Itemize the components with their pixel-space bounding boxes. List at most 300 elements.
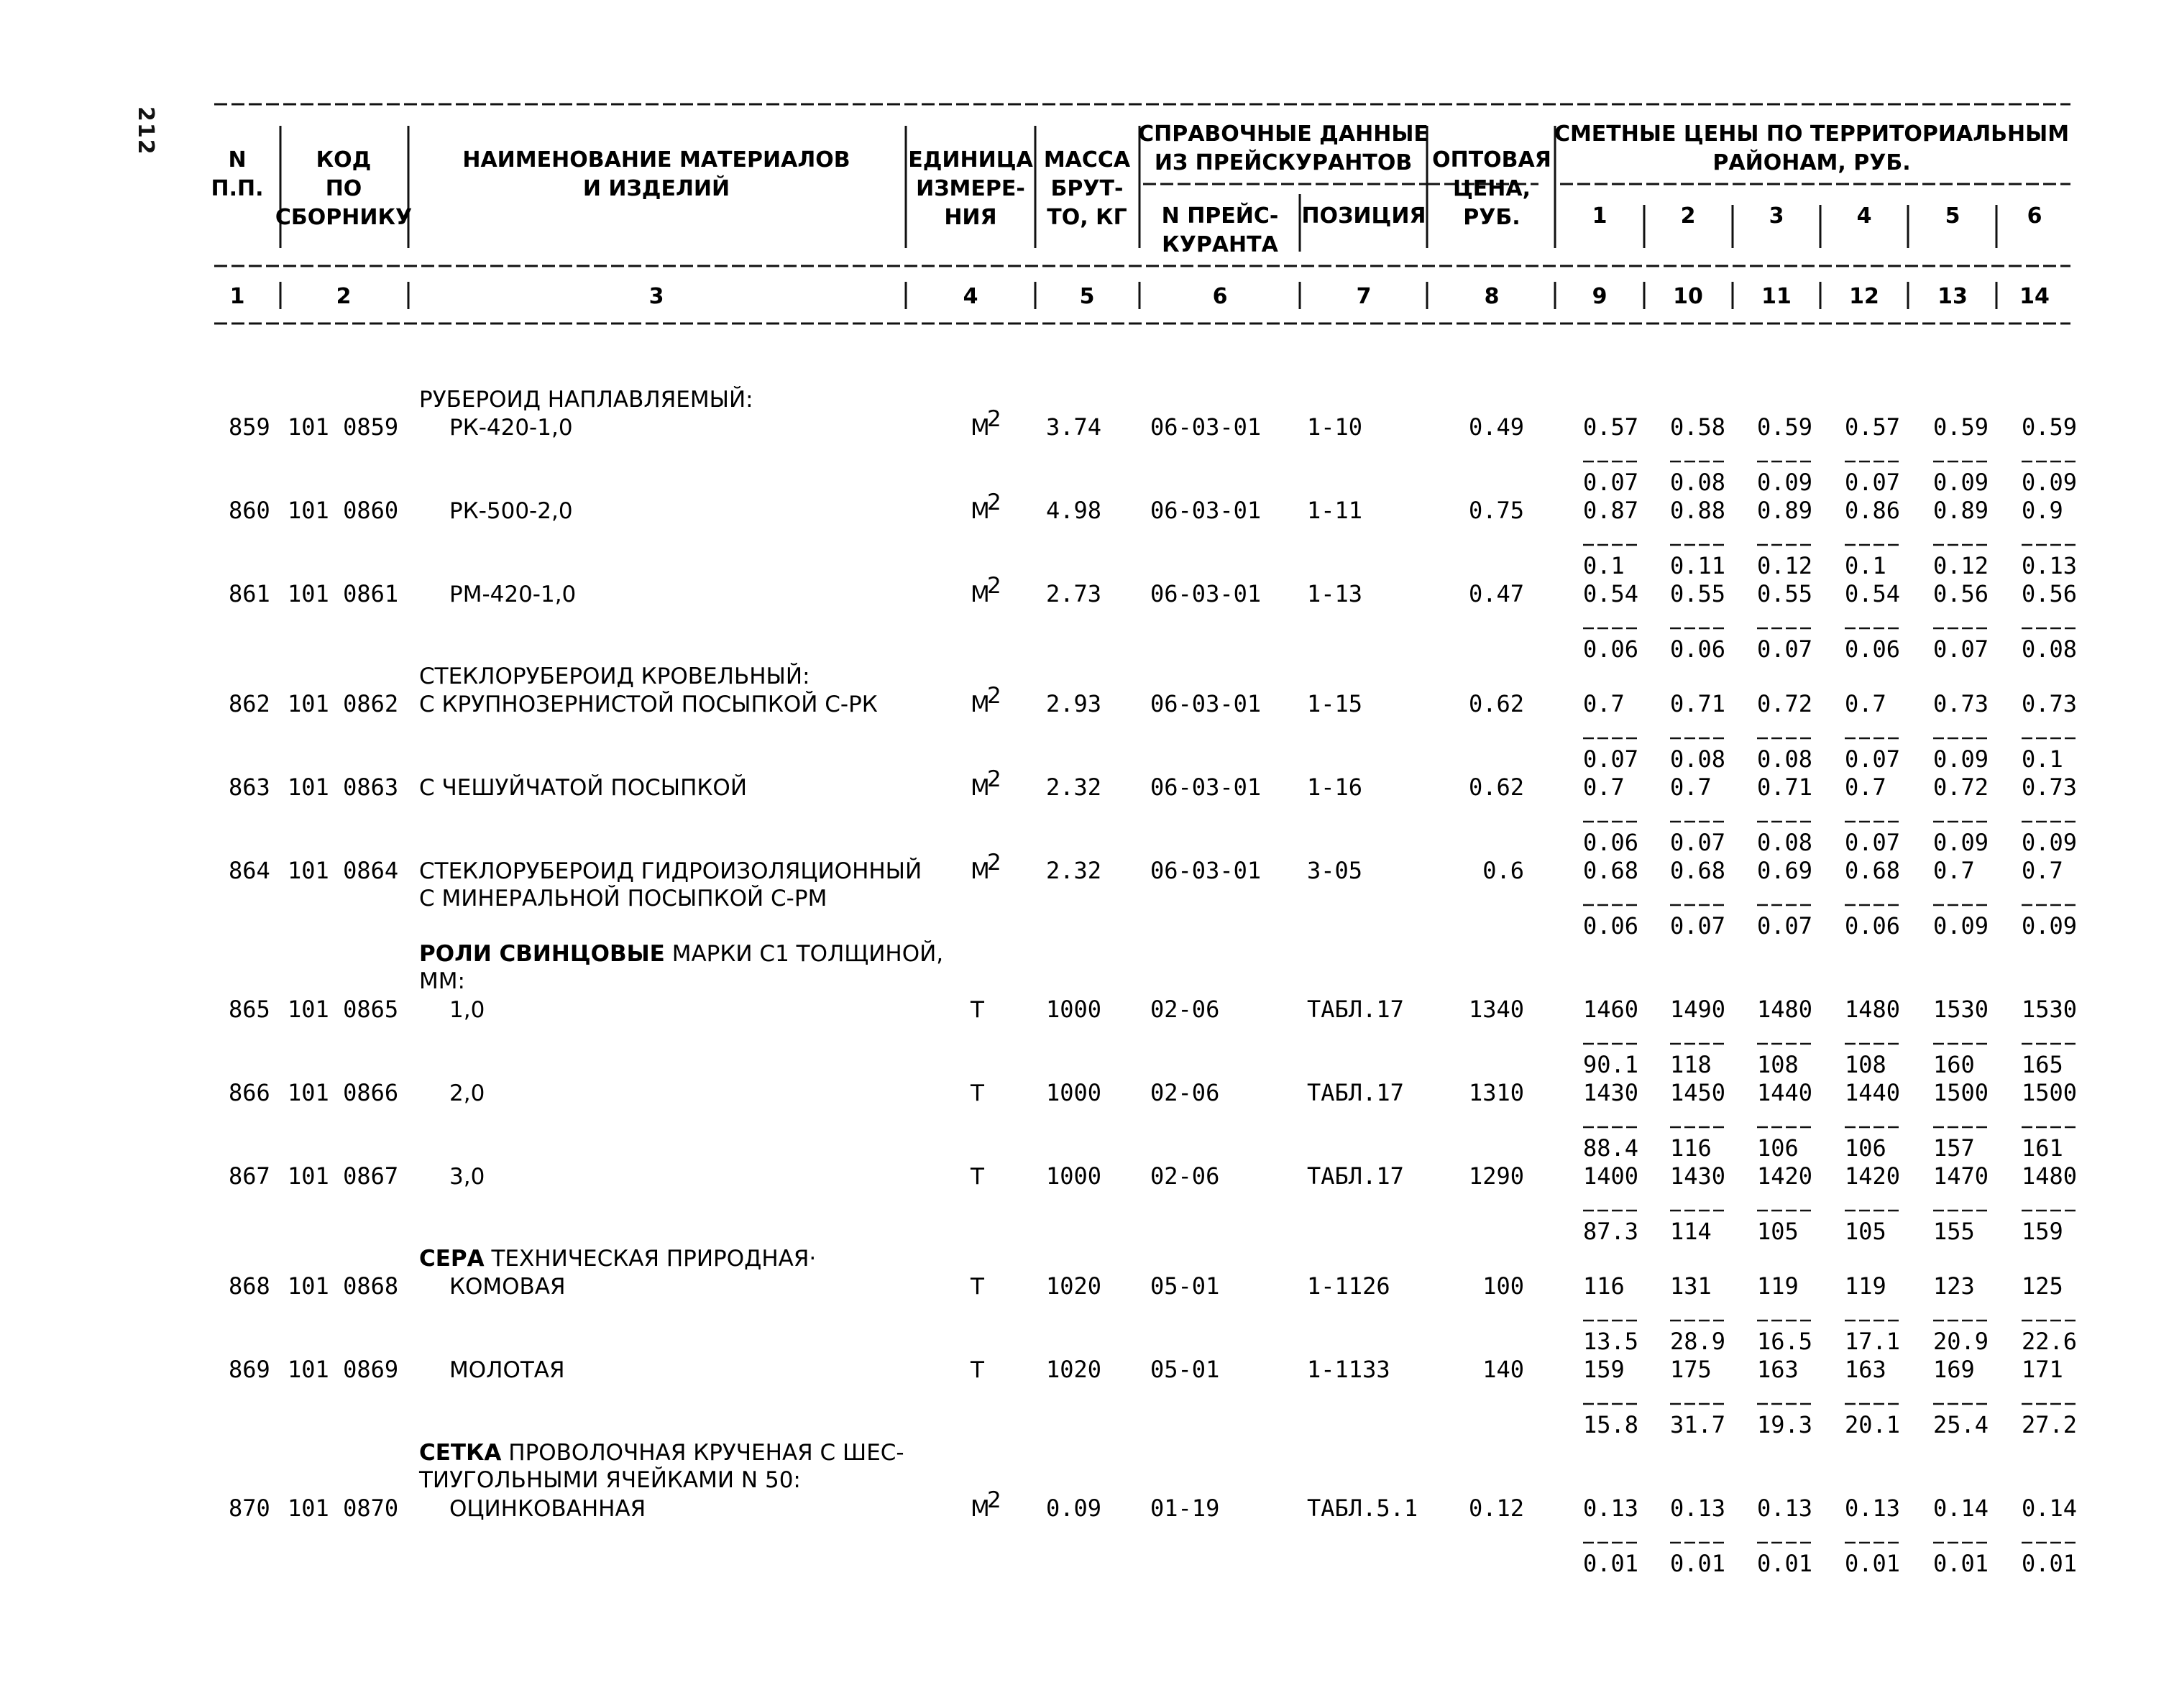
region-price-4: 1480 [1845, 996, 1901, 1023]
header-ref-0: СПРАВОЧНЫЕ ДАННЫЕ [1138, 121, 1428, 147]
region-price-5: 1530 [1933, 996, 1989, 1023]
row-mass: 4.98 [1046, 497, 1102, 524]
group-heading-text: ТЕХНИЧЕСКАЯ ПРИРОДНАЯ· [484, 1246, 817, 1272]
row-pricelist: 02-06 [1150, 1162, 1220, 1190]
row-mass: 1000 [1046, 1162, 1102, 1190]
region-transport-3: 0.07 [1757, 912, 1813, 940]
region-transport-4: 17.1 [1845, 1328, 1901, 1355]
row-name: РК-420-1,0 [449, 415, 573, 441]
row-wholesale-price: 0.6 [1482, 857, 1524, 884]
region-transport-4: 105 [1845, 1218, 1886, 1245]
row-position: 1-16 [1307, 773, 1363, 801]
row-position: 1-13 [1307, 580, 1363, 607]
table-body [229, 387, 2078, 1577]
region-transport-4: 0.07 [1845, 469, 1901, 496]
row-number: 861 [229, 580, 270, 607]
region-price-4: 0.57 [1845, 413, 1901, 441]
row-code: 101 0866 [288, 1079, 399, 1106]
region-price-4: 0.54 [1845, 580, 1901, 607]
row-wholesale-price: 1310 [1468, 1079, 1524, 1106]
row-wholesale-price: 140 [1482, 1356, 1524, 1383]
group-heading-text: МАРКИ С1 ТОЛЩИНОЙ, [664, 941, 944, 967]
region-transport-2: 116 [1670, 1134, 1712, 1162]
region-transport-2: 0.01 [1670, 1550, 1726, 1577]
row-name: 1,0 [449, 997, 485, 1023]
column-number-4: 4 [963, 284, 978, 309]
region-transport-3: 16.5 [1757, 1328, 1813, 1355]
region-transport-1: 0.1 [1583, 552, 1625, 579]
region-transport-3: 0.08 [1757, 829, 1813, 856]
region-transport-2: 118 [1670, 1051, 1712, 1078]
row-unit: М [971, 775, 990, 801]
region-price-1: 1430 [1583, 1079, 1639, 1106]
region-price-2: 0.68 [1670, 857, 1726, 884]
region-price-6: 0.59 [2022, 413, 2078, 441]
region-6: 6 [2027, 203, 2042, 229]
region-transport-3: 0.12 [1757, 552, 1813, 579]
header-c8-0: ОПТОВАЯ [1432, 147, 1551, 173]
group-heading [419, 941, 943, 967]
region-transport-1: 0.07 [1583, 745, 1639, 773]
region-4: 4 [1856, 203, 1872, 229]
region-price-6: 1500 [2022, 1079, 2078, 1106]
region-transport-6: 27.2 [2022, 1411, 2078, 1438]
region-transport-5: 0.09 [1933, 829, 1989, 856]
header-c2-1: ПО [325, 176, 362, 201]
region-price-3: 0.59 [1757, 413, 1813, 441]
row-name: 2,0 [449, 1080, 485, 1106]
region-transport-5: 0.09 [1933, 912, 1989, 940]
header-est-0: СМЕТНЫЕ ЦЕНЫ ПО ТЕРРИТОРИАЛЬНЫМ [1554, 121, 2070, 147]
group-heading-text: СТЕКЛОРУБЕРОИД КРОВЕЛЬНЫЙ: [419, 664, 810, 689]
column-number-12: 12 [1849, 284, 1879, 309]
region-transport-5: 0.07 [1933, 635, 1989, 663]
header-c2-0: КОД [316, 147, 372, 173]
column-number-1: 1 [229, 284, 245, 309]
row-code: 101 0868 [288, 1272, 399, 1300]
row-unit: Т [971, 997, 984, 1023]
row-wholesale-price: 100 [1482, 1272, 1524, 1300]
region-price-6: 0.7 [2022, 857, 2063, 884]
header-c8-2: РУБ. [1463, 205, 1521, 230]
region-transport-3: 0.01 [1757, 1550, 1813, 1577]
region-price-2: 0.71 [1670, 690, 1726, 717]
row-name: С ЧЕШУЙЧАТОЙ ПОСЫПКОЙ [419, 775, 748, 801]
row-unit: М [971, 858, 990, 884]
region-transport-4: 20.1 [1845, 1411, 1901, 1438]
row-unit: М [971, 415, 990, 441]
region-price-4: 0.68 [1845, 857, 1901, 884]
row-unit: М [971, 582, 990, 607]
region-price-6: 0.9 [2022, 497, 2063, 524]
region-price-6: 0.73 [2022, 773, 2078, 801]
row-pricelist: 05-01 [1150, 1356, 1220, 1383]
region-price-2: 175 [1670, 1356, 1712, 1383]
header-c3-1: И ИЗДЕЛИЙ [582, 176, 730, 201]
region-price-5: 0.56 [1933, 580, 1989, 607]
header-c5-1: БРУТ- [1050, 176, 1124, 201]
region-price-5: 0.73 [1933, 690, 1989, 717]
column-number-13: 13 [1937, 284, 1968, 309]
table-row [229, 1487, 2078, 1577]
group-heading [419, 1246, 816, 1272]
region-1: 1 [1592, 203, 1607, 229]
row-unit-superscript: 2 [987, 1487, 1001, 1513]
region-price-1: 0.7 [1583, 773, 1625, 801]
row-code: 101 0870 [288, 1494, 399, 1522]
row-mass: 3.74 [1046, 413, 1102, 441]
row-pricelist: 06-03-01 [1150, 580, 1262, 607]
region-price-5: 0.7 [1933, 857, 1975, 884]
region-price-3: 0.55 [1757, 580, 1813, 607]
row-mass: 0.09 [1046, 1494, 1102, 1522]
region-price-5: 0.72 [1933, 773, 1989, 801]
row-wholesale-price: 0.47 [1468, 580, 1524, 607]
region-3: 3 [1769, 203, 1784, 229]
table-row [229, 490, 2078, 579]
region-price-1: 0.68 [1583, 857, 1639, 884]
row-pricelist: 05-01 [1150, 1272, 1220, 1300]
row-pricelist: 06-03-01 [1150, 857, 1262, 884]
column-number-7: 7 [1356, 284, 1372, 309]
row-position: 1-15 [1307, 690, 1363, 717]
region-price-5: 123 [1933, 1272, 1975, 1300]
region-transport-3: 0.09 [1757, 469, 1813, 496]
column-number-6: 6 [1212, 284, 1228, 309]
header-c6-0: N ПРЕЙС- [1161, 203, 1279, 229]
row-name: КОМОВАЯ [449, 1274, 566, 1300]
region-transport-4: 0.1 [1845, 552, 1886, 579]
region-price-5: 169 [1933, 1356, 1975, 1383]
region-transport-5: 0.09 [1933, 469, 1989, 496]
region-price-6: 125 [2022, 1272, 2063, 1300]
region-transport-6: 0.01 [2022, 1550, 2078, 1577]
region-price-4: 163 [1845, 1356, 1886, 1383]
region-price-2: 0.58 [1670, 413, 1726, 441]
group-heading [418, 1467, 801, 1493]
region-transport-6: 0.13 [2022, 552, 2078, 579]
region-price-6: 0.14 [2022, 1494, 2078, 1522]
region-price-1: 0.87 [1583, 497, 1639, 524]
region-price-4: 0.13 [1845, 1494, 1901, 1522]
row-wholesale-price: 1340 [1468, 996, 1524, 1023]
row-mass: 1020 [1046, 1272, 1102, 1300]
region-transport-6: 165 [2022, 1051, 2063, 1078]
row-code: 101 0869 [288, 1356, 399, 1383]
region-price-1: 116 [1583, 1272, 1625, 1300]
region-transport-6: 0.08 [2022, 635, 2078, 663]
row-mass: 2.32 [1046, 857, 1102, 884]
region-transport-1: 15.8 [1583, 1411, 1639, 1438]
row-unit-superscript: 2 [987, 406, 1001, 432]
region-transport-3: 105 [1757, 1218, 1799, 1245]
row-name: МОЛОТАЯ [449, 1357, 565, 1383]
header-c7-0: ПОЗИЦИЯ [1301, 203, 1426, 229]
row-pricelist: 06-03-01 [1150, 773, 1262, 801]
region-price-2: 1430 [1670, 1162, 1726, 1190]
region-price-4: 1440 [1845, 1079, 1901, 1106]
header-c3-0: НАИМЕНОВАНИЕ МАТЕРИАЛОВ [462, 147, 850, 173]
region-price-5: 1470 [1933, 1162, 1989, 1190]
row-position: 1-1133 [1307, 1356, 1390, 1383]
region-transport-2: 0.07 [1670, 912, 1726, 940]
region-transport-1: 88.4 [1583, 1134, 1639, 1162]
region-price-6: 0.56 [2022, 580, 2078, 607]
region-transport-5: 0.12 [1933, 552, 1989, 579]
region-transport-2: 0.07 [1670, 829, 1726, 856]
region-transport-6: 0.09 [2022, 829, 2078, 856]
row-position: 3-05 [1307, 857, 1363, 884]
group-heading-text: РУБЕРОИД НАПЛАВЛЯЕМЫЙ: [419, 387, 753, 413]
row-pricelist: 06-03-01 [1150, 413, 1262, 441]
row-position: 1-11 [1307, 497, 1363, 524]
table-row [229, 406, 2078, 496]
region-transport-6: 22.6 [2022, 1328, 2078, 1355]
row-unit-superscript: 2 [987, 573, 1001, 599]
row-position: ТАБЛ.17 [1307, 1162, 1404, 1190]
row-pricelist: 02-06 [1150, 1079, 1220, 1106]
region-transport-1: 0.07 [1583, 469, 1639, 496]
row-unit: Т [971, 1080, 984, 1106]
region-price-4: 0.7 [1845, 690, 1886, 717]
region-transport-5: 155 [1933, 1218, 1975, 1245]
row-number: 869 [229, 1356, 270, 1383]
row-wholesale-price: 0.49 [1468, 413, 1524, 441]
row-mass: 2.73 [1046, 580, 1102, 607]
header-c1-0: N [228, 147, 247, 173]
header-c5-0: МАССА [1043, 147, 1131, 173]
row-unit: М [971, 1496, 990, 1522]
region-transport-5: 160 [1933, 1051, 1975, 1078]
region-transport-2: 0.11 [1670, 552, 1726, 579]
region-transport-4: 0.01 [1845, 1550, 1901, 1577]
row-number: 860 [229, 497, 270, 524]
row-name: РК-500-2,0 [449, 498, 573, 524]
row-code: 101 0861 [288, 580, 399, 607]
header-ref-1: ИЗ ПРЕЙСКУРАНТОВ [1154, 150, 1413, 175]
row-code: 101 0860 [288, 497, 399, 524]
row-code: 101 0859 [288, 413, 399, 441]
region-price-3: 1440 [1757, 1079, 1813, 1106]
row-position: 1-1126 [1307, 1272, 1390, 1300]
region-price-4: 0.86 [1845, 497, 1901, 524]
row-number: 867 [229, 1162, 270, 1190]
column-number-8: 8 [1484, 284, 1500, 309]
region-price-3: 163 [1757, 1356, 1799, 1383]
region-price-5: 0.14 [1933, 1494, 1989, 1522]
header-c4-2: НИЯ [944, 205, 997, 230]
region-price-4: 119 [1845, 1272, 1886, 1300]
region-price-3: 1480 [1757, 996, 1813, 1023]
row-number: 864 [229, 857, 270, 884]
region-price-3: 1420 [1757, 1162, 1813, 1190]
column-number-3: 3 [648, 284, 664, 309]
row-pricelist: 06-03-01 [1150, 497, 1262, 524]
row-wholesale-price: 0.62 [1468, 690, 1524, 717]
region-price-3: 0.71 [1757, 773, 1813, 801]
row-unit-superscript: 2 [987, 766, 1001, 792]
row-unit-superscript: 2 [987, 850, 1001, 876]
region-price-5: 1500 [1933, 1079, 1989, 1106]
table-row [229, 996, 2078, 1078]
row-number: 865 [229, 996, 270, 1023]
region-price-2: 1490 [1670, 996, 1726, 1023]
page-number: 212 [133, 106, 158, 156]
row-mass: 2.32 [1046, 773, 1102, 801]
region-transport-1: 0.06 [1583, 635, 1639, 663]
region-price-2: 0.13 [1670, 1494, 1726, 1522]
region-price-2: 0.7 [1670, 773, 1712, 801]
group-heading [419, 387, 753, 413]
row-name: 3,0 [449, 1164, 485, 1190]
row-wholesale-price: 0.12 [1468, 1494, 1524, 1522]
header-c5-2: ТО, КГ [1047, 205, 1127, 230]
region-price-1: 0.7 [1583, 690, 1625, 717]
region-transport-6: 0.09 [2022, 469, 2078, 496]
column-number-14: 14 [2019, 284, 2050, 309]
header-c4-0: ЕДИНИЦА [908, 147, 1033, 173]
row-wholesale-price: 1290 [1468, 1162, 1524, 1190]
row-mass: 1000 [1046, 996, 1102, 1023]
table-row [229, 1162, 2078, 1245]
row-mass: 1000 [1046, 1079, 1102, 1106]
group-heading-bold: СЕРА [419, 1246, 485, 1272]
row-mass: 2.93 [1046, 690, 1102, 717]
group-heading-text: ПРОВОЛОЧНАЯ КРУЧЕНАЯ С ШЕС- [501, 1440, 904, 1466]
region-price-3: 0.13 [1757, 1494, 1813, 1522]
region-price-2: 1450 [1670, 1079, 1726, 1106]
region-2: 2 [1680, 203, 1696, 229]
row-number: 868 [229, 1272, 270, 1300]
region-transport-3: 106 [1757, 1134, 1799, 1162]
region-transport-4: 0.07 [1845, 829, 1901, 856]
table-row [229, 1079, 2078, 1162]
row-name: ОЦИНКОВАННАЯ [449, 1496, 646, 1522]
region-transport-4: 0.07 [1845, 745, 1901, 773]
region-transport-4: 106 [1845, 1134, 1886, 1162]
region-price-6: 1530 [2022, 996, 2078, 1023]
group-heading-text: ТИУГОЛЬНЫМИ ЯЧЕЙКАМИ N 50: [419, 1467, 801, 1493]
row-unit-superscript: 2 [987, 490, 1001, 515]
row-wholesale-price: 0.75 [1468, 497, 1524, 524]
region-price-3: 0.69 [1757, 857, 1813, 884]
row-code: 101 0863 [288, 773, 399, 801]
row-position: 1-10 [1307, 413, 1363, 441]
row-name: С КРУПНОЗЕРНИСТОЙ ПОСЫПКОЙ С-РК [419, 692, 878, 717]
region-transport-1: 13.5 [1583, 1328, 1639, 1355]
row-position: ТАБЛ.17 [1307, 1079, 1404, 1106]
row-pricelist: 06-03-01 [1150, 690, 1262, 717]
region-transport-4: 0.06 [1845, 635, 1901, 663]
row-unit: Т [971, 1357, 984, 1383]
group-heading [419, 664, 810, 689]
region-transport-2: 0.08 [1670, 745, 1726, 773]
region-price-1: 1460 [1583, 996, 1639, 1023]
group-heading [419, 968, 465, 994]
row-wholesale-price: 0.62 [1468, 773, 1524, 801]
column-number-5: 5 [1079, 284, 1095, 309]
row-position: ТАБЛ.17 [1307, 996, 1404, 1023]
region-price-1: 159 [1583, 1356, 1625, 1383]
table-row [229, 850, 2078, 940]
region-price-3: 119 [1757, 1272, 1799, 1300]
row-number: 859 [229, 413, 270, 441]
region-transport-4: 108 [1845, 1051, 1886, 1078]
table-row [229, 573, 2078, 663]
region-price-5: 0.89 [1933, 497, 1989, 524]
region-transport-5: 20.9 [1933, 1328, 1989, 1355]
region-transport-5: 25.4 [1933, 1411, 1989, 1438]
row-pricelist: 02-06 [1150, 996, 1220, 1023]
row-name: РМ-420-1,0 [449, 582, 577, 607]
row-unit: Т [971, 1274, 984, 1300]
row-number: 866 [229, 1079, 270, 1106]
region-transport-5: 0.09 [1933, 745, 1989, 773]
region-transport-1: 0.01 [1583, 1550, 1639, 1577]
row-unit: М [971, 498, 990, 524]
row-code: 101 0862 [288, 690, 399, 717]
table-row [229, 1272, 2078, 1355]
region-transport-1: 87.3 [1583, 1218, 1639, 1245]
row-unit-superscript: 2 [987, 683, 1001, 709]
group-heading [419, 1440, 904, 1466]
region-price-1: 1400 [1583, 1162, 1639, 1190]
table-row [229, 766, 2078, 856]
region-price-1: 0.54 [1583, 580, 1639, 607]
region-transport-3: 0.07 [1757, 635, 1813, 663]
region-transport-6: 159 [2022, 1218, 2063, 1245]
region-transport-3: 19.3 [1757, 1411, 1813, 1438]
region-transport-1: 90.1 [1583, 1051, 1639, 1078]
region-transport-2: 28.9 [1670, 1328, 1726, 1355]
column-number-2: 2 [336, 284, 352, 309]
table-row [229, 683, 2078, 773]
region-transport-3: 0.08 [1757, 745, 1813, 773]
region-transport-2: 0.06 [1670, 635, 1726, 663]
region-transport-6: 0.09 [2022, 912, 2078, 940]
region-transport-6: 0.1 [2022, 745, 2063, 773]
region-price-4: 0.7 [1845, 773, 1886, 801]
row-mass: 1020 [1046, 1356, 1102, 1383]
row-unit: Т [971, 1164, 984, 1190]
region-price-2: 0.88 [1670, 497, 1726, 524]
region-price-2: 131 [1670, 1272, 1712, 1300]
region-transport-3: 108 [1757, 1051, 1799, 1078]
header-c4-1: ИЗМЕРЕ- [916, 176, 1025, 201]
region-transport-6: 161 [2022, 1134, 2063, 1162]
region-price-3: 0.72 [1757, 690, 1813, 717]
region-transport-1: 0.06 [1583, 829, 1639, 856]
group-heading-bold: СЕТКА [419, 1440, 502, 1466]
region-transport-2: 31.7 [1670, 1411, 1726, 1438]
region-transport-4: 0.06 [1845, 912, 1901, 940]
region-price-3: 0.89 [1757, 497, 1813, 524]
row-name: СТЕКЛОРУБЕРОИД ГИДРОИЗОЛЯЦИОННЫЙ [419, 858, 922, 884]
row-position: ТАБЛ.5.1 [1307, 1494, 1418, 1522]
header-c1-1: П.П. [211, 176, 264, 201]
region-price-1: 0.13 [1583, 1494, 1639, 1522]
row-pricelist: 01-19 [1150, 1494, 1220, 1522]
row-code: 101 0865 [288, 996, 399, 1023]
region-transport-2: 0.08 [1670, 469, 1726, 496]
region-transport-1: 0.06 [1583, 912, 1639, 940]
row-code: 101 0867 [288, 1162, 399, 1190]
header-c6-1: КУРАНТА [1162, 232, 1278, 257]
group-heading-text: ММ: [419, 968, 465, 994]
region-5: 5 [1945, 203, 1960, 229]
header-c8-1: ЦЕНА, [1452, 176, 1531, 201]
row-unit: М [971, 692, 990, 717]
